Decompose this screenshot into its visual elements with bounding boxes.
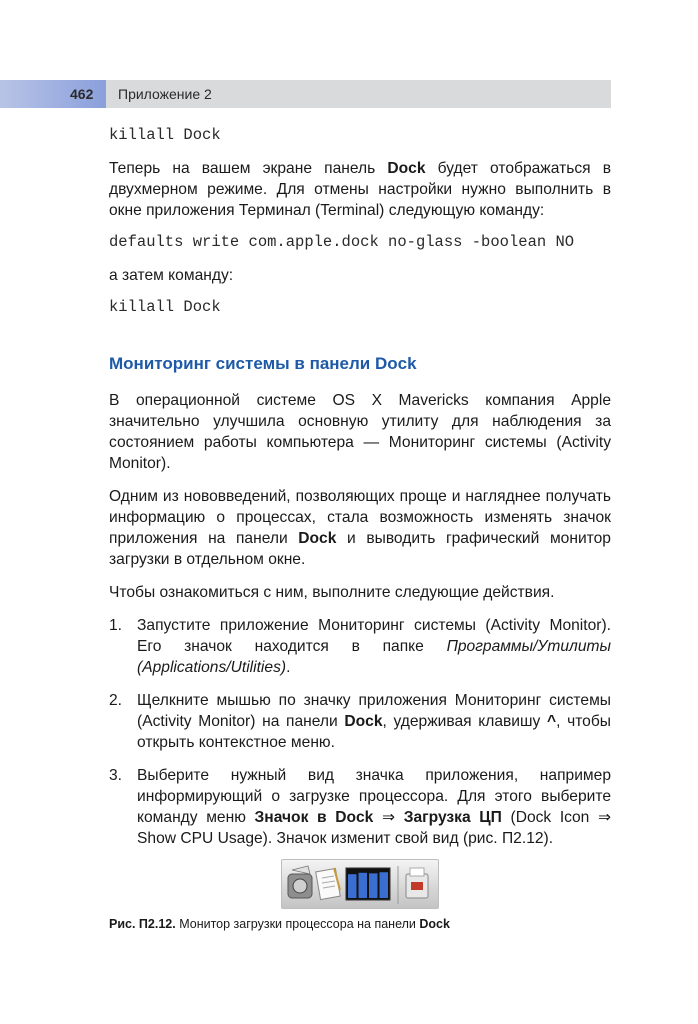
- cpu-bar: [369, 873, 378, 898]
- code-line-2: defaults write com.apple.dock no-glass -boolean NO: [109, 233, 575, 251]
- paragraph-3: В операционной системе OS X Mavericks компания Apple значительно улучшила основную утилиту для наблюдения за состоянием работы компьютера — Мониторинг системы (Activity Monitor).: [109, 392, 611, 472]
- cpu-usage-icon: [346, 868, 390, 900]
- step-2: 2. Щелкните мышью по значку приложения Мониторинг системы (Activity Monitor) на панели Dock, удерживая клавишу ^, чтобы открыть контекстное меню.: [109, 692, 611, 751]
- step-3: 3. Выберите нужный вид значка приложения, например информирующий о загрузке процессора. Для этого выберите команду меню Значок в Dock ⇒ Загрузка ЦП (Dock Icon ⇒ Show CPU Usage). Значок изменит свой вид (рис. П2.12).: [109, 767, 612, 847]
- cpu-bar: [380, 872, 389, 898]
- page-body: [109, 120, 611, 861]
- figure-caption: Рис. П2.12. Монитор загрузки процессора на панели Dock: [109, 917, 450, 931]
- dock-figure: [281, 859, 439, 909]
- step-1: 1. Запустите приложение Мониторинг системы (Activity Monitor). Его значок находится в папке Программы/Утилиты (Applications/Utilities).: [109, 617, 611, 676]
- paragraph-2: а затем команду:: [109, 267, 234, 284]
- paragraph-5: Чтобы ознакомиться с ним, выполните следующие действия.: [109, 584, 555, 601]
- code-line-1: killall Dock: [109, 126, 221, 144]
- section-title: Приложение 2: [118, 86, 212, 102]
- trash-icon: [406, 868, 428, 898]
- page-number-box: [0, 80, 106, 108]
- steps-list: [109, 615, 611, 849]
- dock-icons-illustration: [282, 860, 438, 908]
- control-key-icon: ^: [546, 713, 557, 730]
- paragraph-1: Теперь на вашем экране панель Dock будет отображаться в двухмерном режиме. Для отмены настройки нужно выполнить в окне приложения Терминал (Terminal) следующую команду:: [109, 160, 611, 219]
- textedit-icon: [316, 868, 341, 900]
- paragraph-4: Одним из нововведений, позволяющих проще и нагляднее получать информацию о процессах, стала возможность изменять значок приложения на панели Dock и выводить графический монитор загрузки в отдельном окне.: [109, 488, 611, 568]
- code-line-3: killall Dock: [109, 298, 221, 316]
- page-number: 462: [70, 86, 94, 102]
- section-heading: Мониторинг системы в панели Dock: [109, 354, 417, 373]
- cpu-bar: [359, 873, 368, 898]
- cpu-bar: [348, 874, 357, 898]
- disk-utility-icon: [288, 866, 312, 898]
- running-header: [0, 80, 611, 108]
